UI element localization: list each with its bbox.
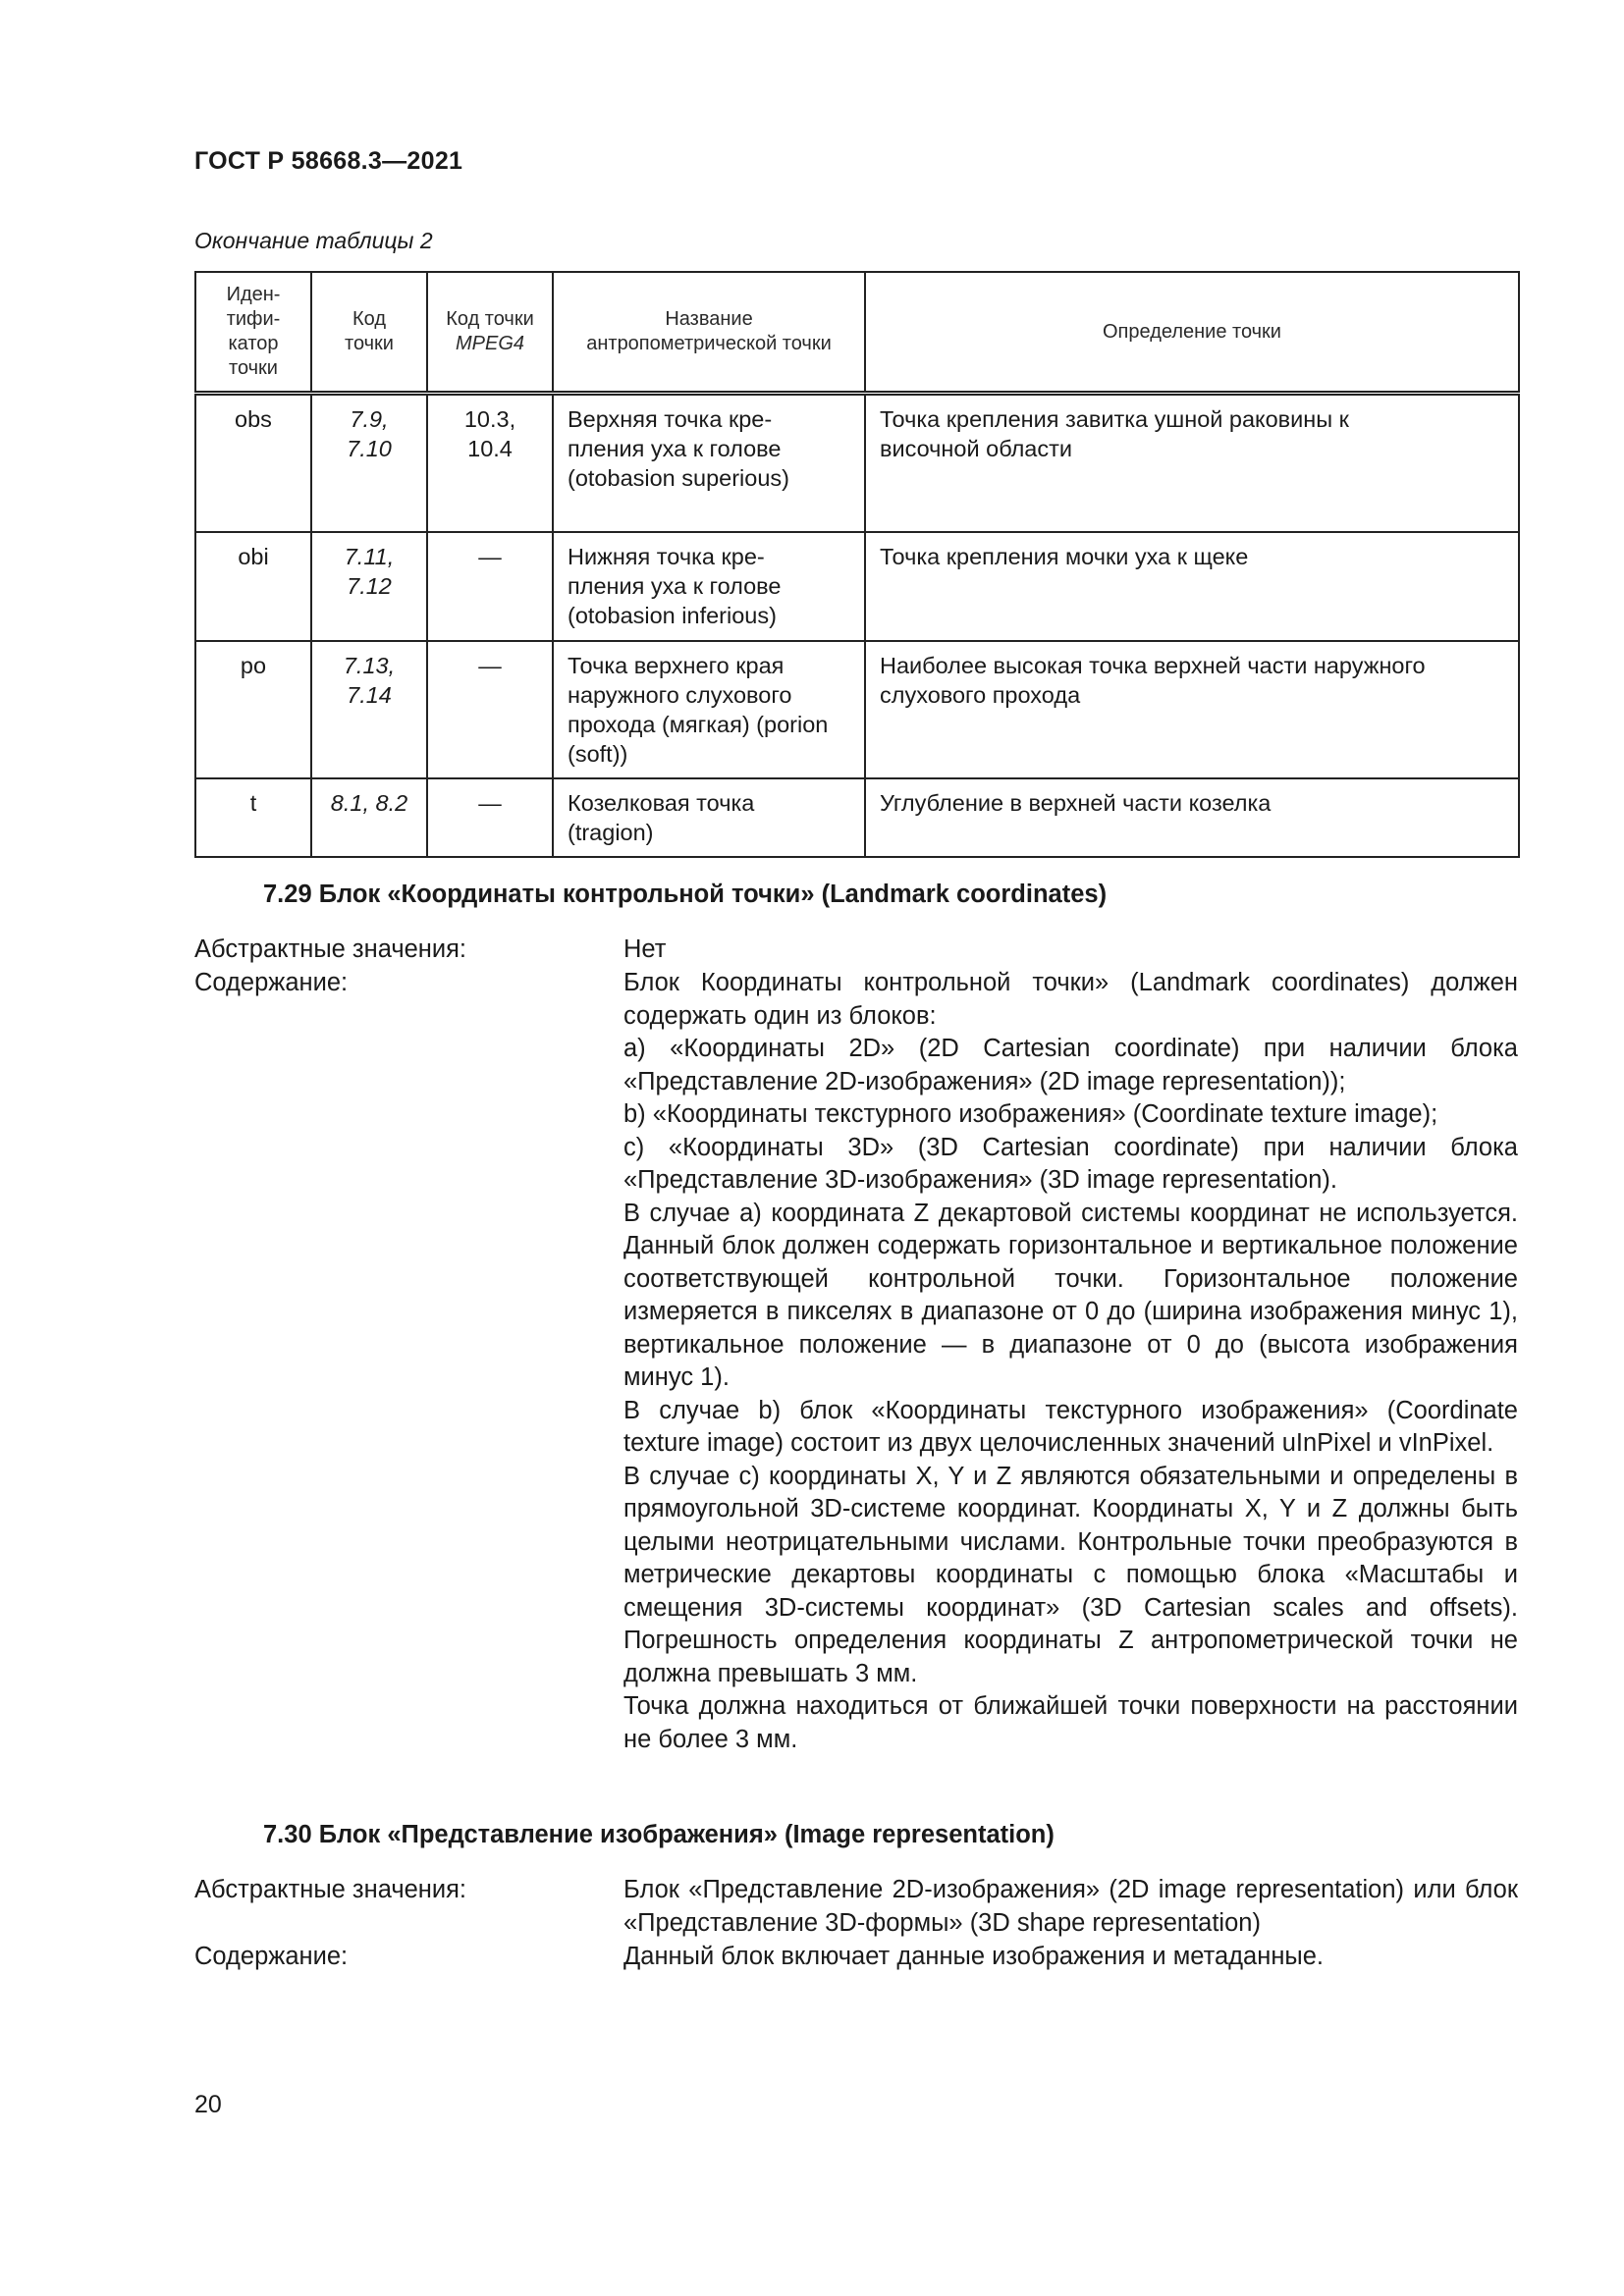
point-name: Нижняя точка кре- пления уха к голове (otobasion inferious): [553, 532, 865, 641]
section-heading-7-29: 7.29 Блок «Координаты контрольной точки» (Landmark coordinates): [263, 881, 1108, 908]
point-code: 7.13, 7.14: [311, 641, 427, 778]
anthropometric-points-table: [194, 271, 1520, 858]
point-mpeg4-code: —: [427, 778, 553, 857]
abstract-values-label: Абстрактные значения:: [194, 1876, 467, 1903]
abstract-values-value: Блок «Представление 2D-изображения» (2D image representation) или блок «Представление 3D-формы» (3D shape representation): [623, 1876, 1518, 1937]
point-definition: Точка крепления мочки уха к щеке: [865, 532, 1519, 641]
point-name: Верхняя точка кре- пления уха к голове (otobasion superious): [553, 394, 865, 532]
point-code: 7.11, 7.12: [311, 532, 427, 641]
content-paragraph: Точка должна находиться от ближайшей точки поверхности на расстоянии не более 3 мм.: [623, 1692, 1518, 1753]
column-header-name: Название антропометрической точки: [553, 272, 865, 394]
point-mpeg4-code: 10.3, 10.4: [427, 394, 553, 532]
abstract-values-value: Нет: [623, 935, 667, 963]
section-heading-7-30: 7.30 Блок «Представление изображения» (Image representation): [263, 1821, 1055, 1848]
content-paragraph: a) «Координаты 2D» (2D Cartesian coordinate) при наличии блока «Представление 2D-изображения» (2D image representation));: [623, 1035, 1518, 1095]
point-name: Точка верхнего края наружного слухового прохода (мягкая) (porion (soft)): [553, 641, 865, 778]
point-name: Козелковая точка (tragion): [553, 778, 865, 857]
content-paragraph: Блок Координаты контрольной точки» (Landmark coordinates) должен содержать один из блоков:: [623, 969, 1518, 1030]
page-number: 20: [194, 2091, 222, 2118]
point-code: 8.1, 8.2: [311, 778, 427, 857]
column-header-mpeg4-line1: Код точки: [446, 308, 534, 330]
point-identifier: t: [195, 778, 311, 857]
content-paragraph: В случае c) координаты X, Y и Z являются обязательными и определены в прямоугольной 3D-системе координат. Координаты X, Y и Z должны быть целыми неотрицательными числами. Контрольные точки преобразуются в метрические декартовы координаты с помощью блока «Масштабы и смещения 3D-системы координат» (3D Cartesian scales and offsets). Погрешность определения координаты Z антропометрической точки не должна превышать 3 мм.: [623, 1462, 1518, 1687]
content-label: Содержание:: [194, 1943, 349, 1970]
table-row: [195, 532, 1519, 641]
point-mpeg4-code: —: [427, 532, 553, 641]
abstract-values-label: Абстрактные значения:: [194, 935, 467, 963]
content-paragraph: В случае b) блок «Координаты текстурного изображения» (Coordinate texture image) состоит из двух целочисленных значений uInPixel и vInPixel.: [623, 1396, 1518, 1457]
table-row: [195, 394, 1519, 532]
content-paragraph: В случае а) координата Z декартовой системы координат не используется. Данный блок должен содержать горизонтальное и вертикальное положение соответствующей контрольной точки. Горизонтальное положение измеряется в пикселях в диапазоне от 0 до (ширина изображения минус 1), вертикальное положение — в диапазоне от 0 до (высота изображения минус 1).: [623, 1199, 1518, 1391]
point-mpeg4-code: —: [427, 641, 553, 778]
table-row: [195, 778, 1519, 857]
table-row: [195, 641, 1519, 778]
column-header-identifier: Иден- тифи- катор точки: [195, 272, 311, 394]
column-header-mpeg4-line2: MPEG4: [455, 333, 525, 354]
table-header-row: [195, 272, 1519, 394]
column-header-mpeg4-code: [427, 272, 553, 394]
content-paragraph: c) «Координаты 3D» (3D Cartesian coordinate) при наличии блока «Представление 3D-изображения» (3D image representation).: [623, 1133, 1518, 1194]
point-identifier: obs: [195, 394, 311, 532]
point-identifier: obi: [195, 532, 311, 641]
point-definition: Точка крепления завитка ушной раковины к височной области: [865, 394, 1519, 532]
document-header: ГОСТ Р 58668.3—2021: [194, 147, 463, 175]
table-caption: Окончание таблицы 2: [194, 228, 433, 253]
column-header-code: Код точки: [311, 272, 427, 394]
point-definition: Углубление в верхней части козелка: [865, 778, 1519, 857]
point-code: 7.9, 7.10: [311, 394, 427, 532]
content-label: Содержание:: [194, 969, 349, 996]
column-header-definition: Определение точки: [865, 272, 1519, 394]
point-identifier: po: [195, 641, 311, 778]
content-text: Данный блок включает данные изображения и метаданные.: [623, 1943, 1324, 1970]
content-paragraph: b) «Координаты текстурного изображения» (Coordinate texture image);: [623, 1100, 1438, 1128]
content-text: [623, 967, 1518, 1756]
point-definition: Наиболее высокая точка верхней части наружного слухового прохода: [865, 641, 1519, 778]
